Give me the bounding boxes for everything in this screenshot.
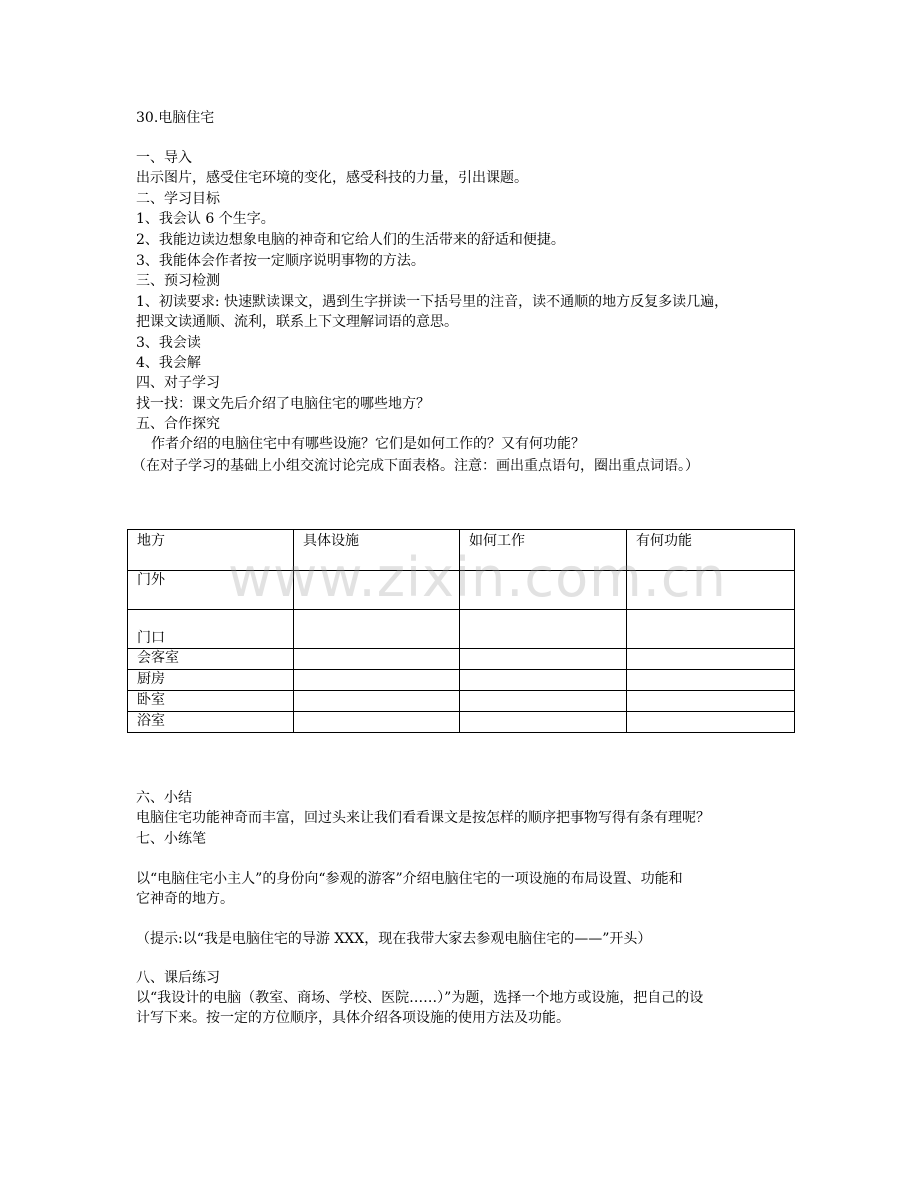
table-row: [128, 649, 795, 670]
table-cell: [294, 571, 460, 610]
table-cell: [460, 649, 627, 670]
section-text-intro: 出示图片，感受住宅环境的变化，感受科技的力量，引出课题。: [136, 170, 528, 186]
cooperation-note: （在对子学习的基础上小组交流讨论完成下面表格。注意：画出重点语句，圈出重点词语。）: [132, 458, 699, 474]
table-cell: [460, 670, 627, 691]
table-row: [128, 691, 795, 712]
table-row-label: 会客室: [128, 649, 294, 670]
preview-item-3: 3、我会读: [136, 335, 201, 351]
section-heading-pair-study: 四、对子学习: [136, 375, 220, 391]
preview-item-1-line1: 1、初读要求: 快速默读课文，遇到生字拼读一下括号里的注音，读不通顺的地方反复多读几遍，: [136, 294, 729, 310]
table-row: [128, 571, 795, 610]
table-row: [128, 712, 795, 733]
table-cell: [460, 571, 627, 610]
table-cell: [627, 610, 795, 649]
table-header-row: [128, 530, 795, 571]
section-text-pair-study: 找一找：课文先后介绍了电脑住宅的哪些地方？: [136, 396, 430, 412]
table-row: [128, 670, 795, 691]
table-cell: [627, 649, 795, 670]
homework-text-line2: 计写下来。按一定的方位顺序，具体介绍各项设施的使用方法及功能。: [136, 1010, 570, 1026]
table-header-cell: 有何功能: [627, 530, 795, 571]
table-row-label: 门外: [128, 571, 294, 610]
practice-hint: （提示:以“我是电脑住宅的导游 XXX，现在我带大家去参观电脑住宅的——”开头）: [136, 931, 652, 947]
preview-item-4: 4、我会解: [136, 355, 201, 371]
section-heading-practice: 七、小练笔: [136, 831, 206, 847]
table-header-cell: 地方: [128, 530, 294, 571]
table-cell: [294, 670, 460, 691]
table-cell: [460, 610, 627, 649]
document-title: 30.电脑住宅: [136, 110, 215, 126]
table-cell: [294, 712, 460, 733]
table-cell: [627, 712, 795, 733]
table-cell: [460, 712, 627, 733]
facility-table: [127, 529, 795, 733]
table-cell: [294, 610, 460, 649]
table-row-label: 厨房: [128, 670, 294, 691]
table-row-label: 卧室: [128, 691, 294, 712]
section-heading-summary: 六、小结: [136, 790, 192, 806]
watermark: www.zixin.com.cn: [228, 546, 727, 609]
practice-text-line1: 以“电脑住宅小主人”的身份向“参观的游客”介绍电脑住宅的一项设施的布局设置、功能和: [136, 871, 683, 887]
homework-text-line1: 以“我设计的电脑（教室、商场、学校、医院……）”为题，选择一个地方或设施，把自己的设: [136, 990, 704, 1006]
table-header-cell: 如何工作: [460, 530, 627, 571]
table-cell: [294, 691, 460, 712]
goal-item: 3、我能体会作者按一定顺序说明事物的方法。: [136, 253, 425, 269]
section-heading-goals: 二、学习目标: [136, 191, 220, 207]
section-heading-cooperation: 五、合作探究: [136, 416, 220, 432]
practice-text-line2: 它神奇的地方。: [136, 891, 234, 907]
table-cell: [627, 670, 795, 691]
table-row-label: 门口: [128, 610, 294, 649]
section-heading-intro: 一、导入: [136, 150, 192, 166]
table-cell: [460, 691, 627, 712]
goal-item: 2、我能边读边想象电脑的神奇和它给人们的生活带来的舒适和便捷。: [136, 232, 565, 248]
table-cell: [627, 691, 795, 712]
preview-item-1-line2: 把课文读通顺、流利，联系上下文理解词语的意思。: [136, 314, 458, 330]
section-text-summary: 电脑住宅功能神奇而丰富，回过头来让我们看看课文是按怎样的顺序把事物写得有条有理呢？: [136, 810, 710, 826]
goal-item: 1、我会认 6 个生字。: [136, 211, 275, 227]
table-row-label: 浴室: [128, 712, 294, 733]
cooperation-question: 作者介绍的电脑住宅中有哪些设施？它们是如何工作的？又有何功能？: [151, 436, 585, 452]
section-heading-preview: 三、预习检测: [136, 273, 220, 289]
table-cell: [627, 571, 795, 610]
section-heading-homework: 八、课后练习: [136, 970, 220, 986]
table-header-cell: 具体设施: [294, 530, 460, 571]
table-row: [128, 610, 795, 649]
table-cell: [294, 649, 460, 670]
